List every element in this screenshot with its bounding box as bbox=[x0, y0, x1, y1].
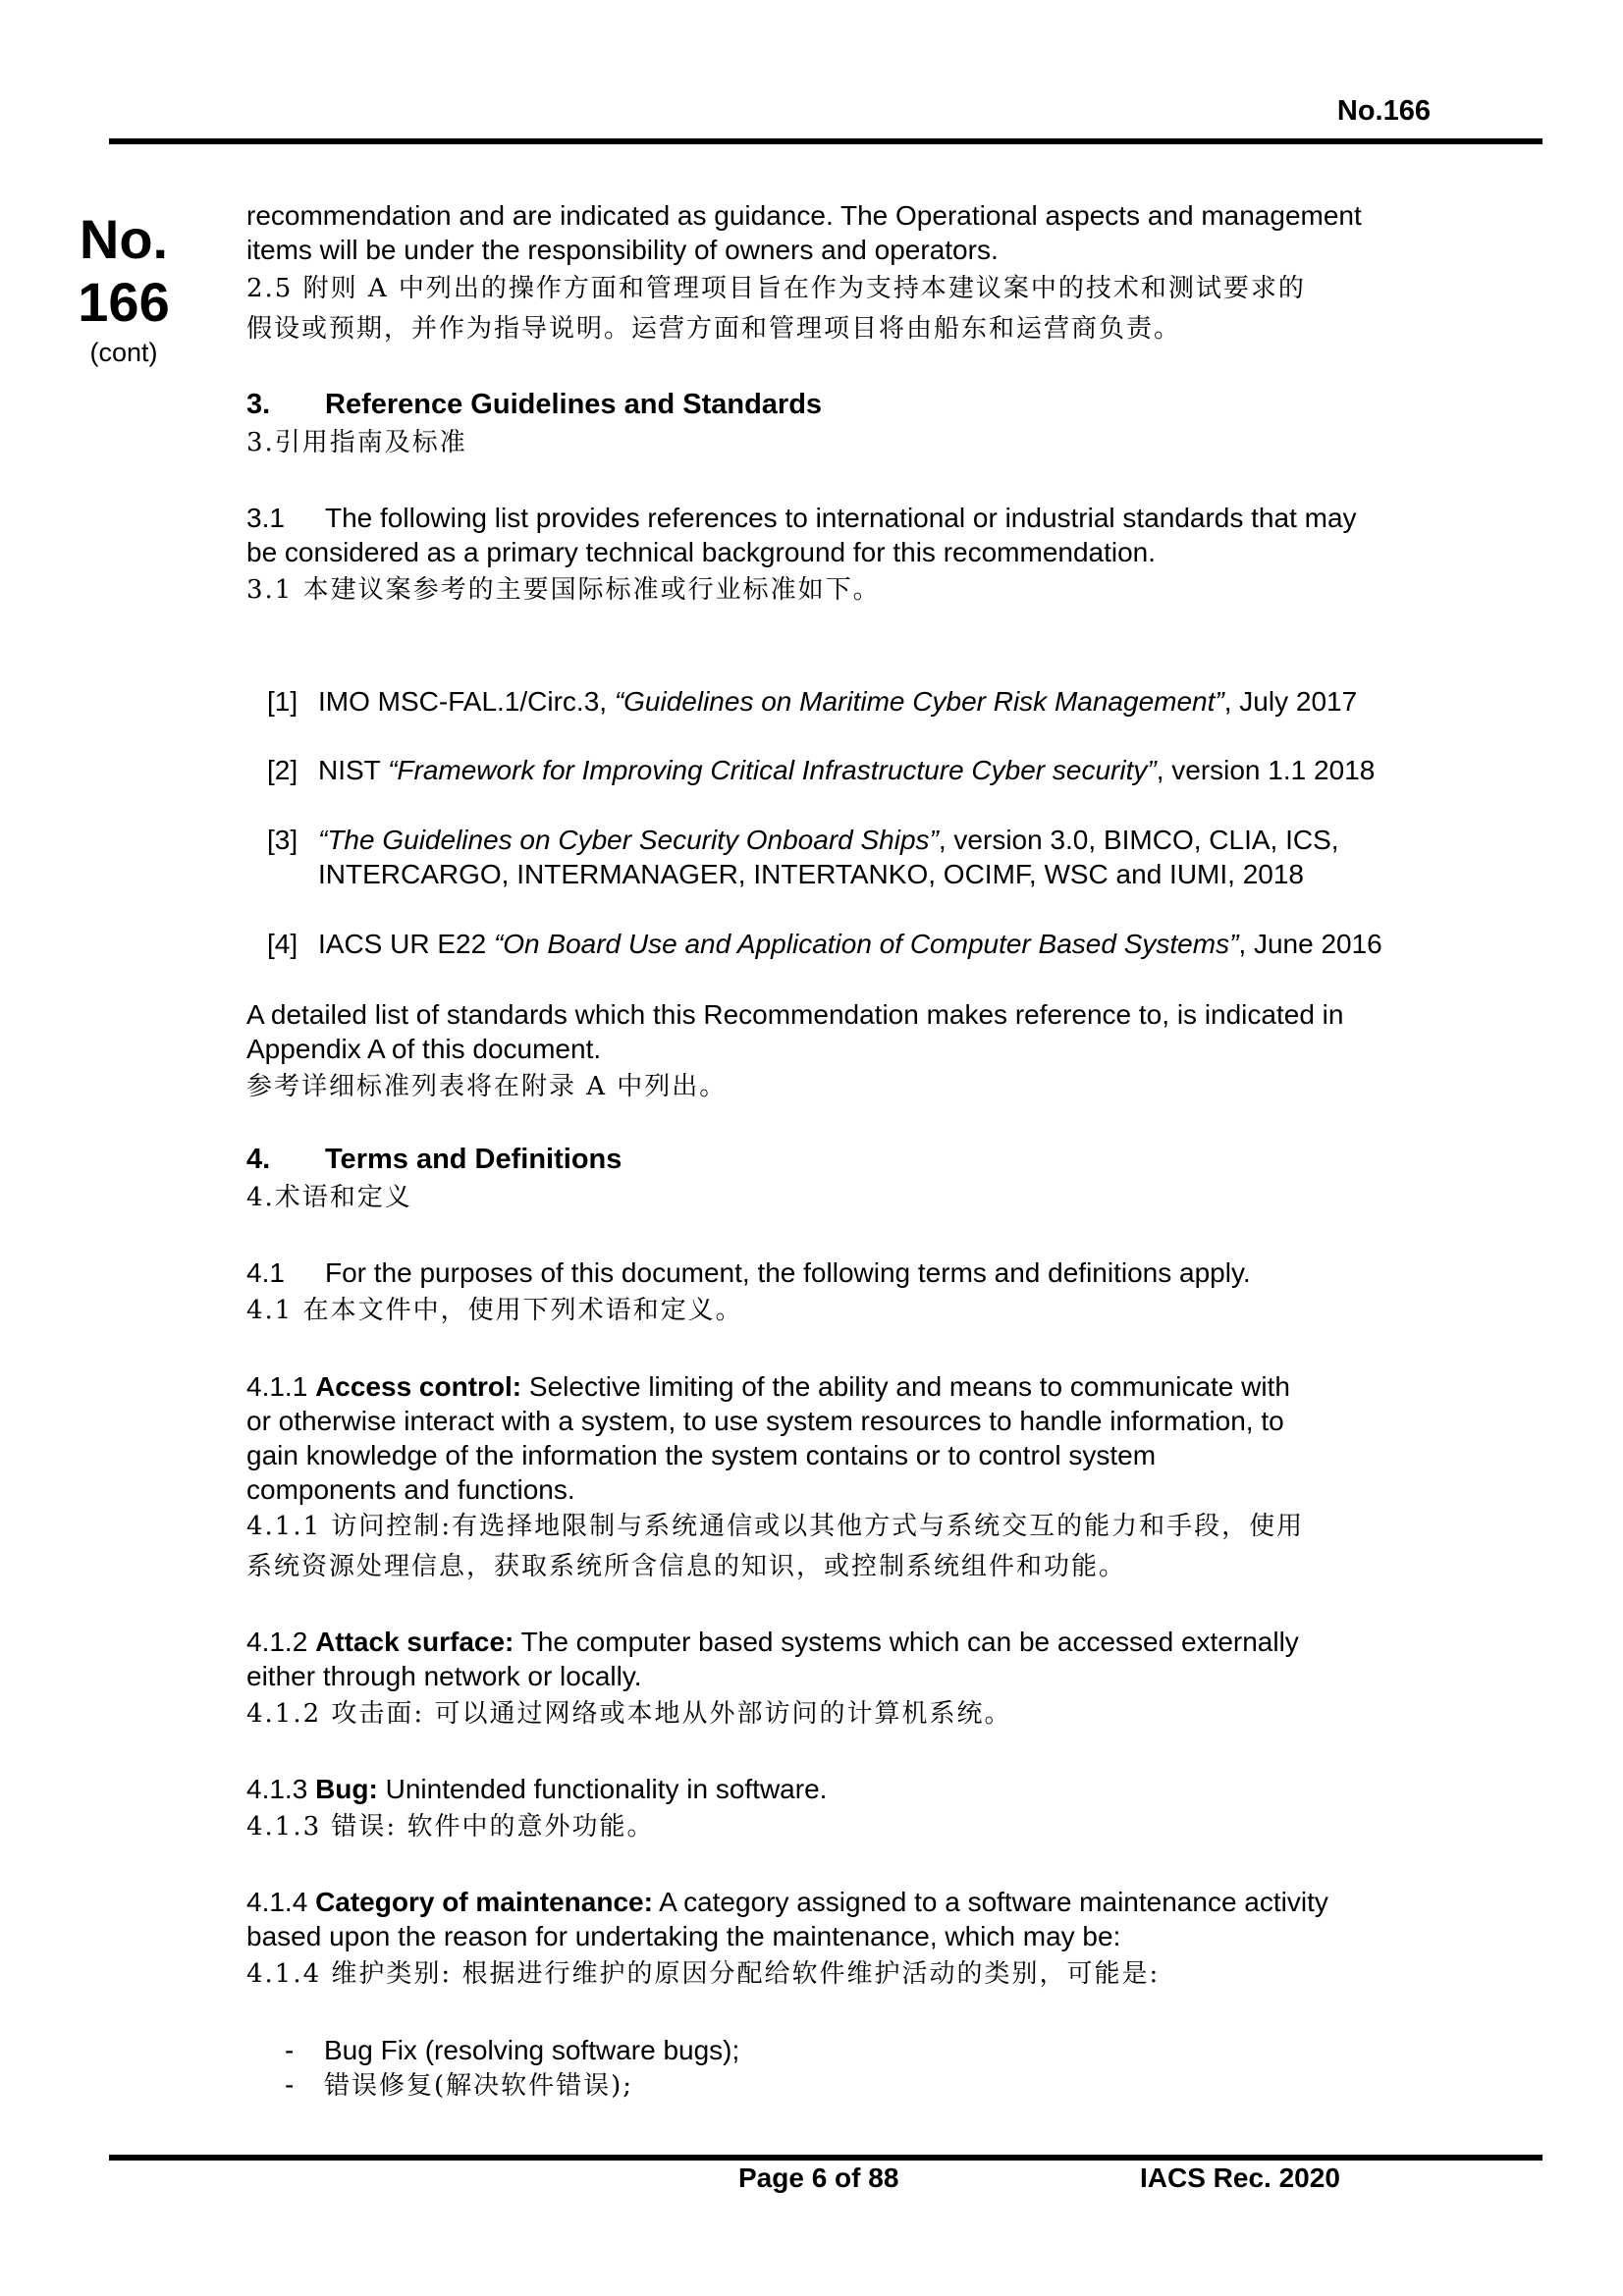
section-4-heading bbox=[246, 1143, 1493, 1177]
standards-note-zh: 参考详细标准列表将在附录 A 中列出。 bbox=[246, 1072, 728, 1101]
bullet-dash: - bbox=[285, 2069, 297, 2100]
standards-note-en-line-1: A detailed list of standards which this Recommendation makes reference to, is indicated in bbox=[246, 999, 1344, 1030]
definition-number: 4.1.4 bbox=[246, 1887, 316, 1917]
reference-number: [1] bbox=[267, 686, 298, 717]
definition-term: Bug: bbox=[315, 1774, 378, 1804]
definition-4-1-3-zh: 4.1.3 错误: 软件中的意外功能。 bbox=[246, 1812, 655, 1842]
intro-en-line-1: recommendation and are indicated as guidance. The Operational aspects and management bbox=[246, 200, 1362, 231]
list-item-text: 错误修复(解决软件错误); bbox=[324, 2071, 634, 2101]
reference-number: [4] bbox=[267, 929, 298, 959]
definition-number: 4.1.3 bbox=[246, 1774, 316, 1804]
reference-number: [2] bbox=[267, 755, 298, 785]
side-label-no: No. bbox=[79, 208, 169, 270]
reference-text-line-2: INTERCARGO, INTERMANAGER, INTERTANKO, OCIMF, WSC and IUMI, 2018 bbox=[318, 859, 1305, 889]
footer-rule bbox=[109, 2155, 1542, 2161]
section-3-heading bbox=[246, 388, 1493, 422]
reference-title: “On Board Use and Application of Computer Based Systems” bbox=[493, 929, 1239, 959]
definition-4-1-3-line-1: 4.1.3 Bug: Unintended functionality in software. bbox=[246, 1774, 828, 1804]
reference-item bbox=[267, 684, 1504, 719]
reference-text: “The Guidelines on Cyber Security Onboard Ships”, version 3.0, BIMCO, CLIA, ICS, bbox=[318, 825, 1339, 855]
definition-number: 4.1.1 bbox=[246, 1371, 316, 1402]
section-3-number: 3. bbox=[246, 389, 271, 420]
section-4-zh-title: 4.术语和定义 bbox=[246, 1183, 412, 1212]
definition-term: Access control: bbox=[315, 1371, 522, 1402]
definition-4-1-2-zh: 4.1.2 攻击面: 可以通过网络或本地从外部访问的计算机系统。 bbox=[246, 1699, 1012, 1729]
reference-text: IMO MSC-FAL.1/Circ.3, “Guidelines on Maritime Cyber Risk Management”, July 2017 bbox=[318, 686, 1358, 717]
section-3-title: Reference Guidelines and Standards bbox=[325, 389, 823, 420]
side-label-cont: (cont) bbox=[89, 338, 158, 367]
para-3-1-number: 3.1 bbox=[246, 503, 285, 533]
definition-4-1-4-zh: 4.1.4 维护类别: 根据进行维护的原因分配给软件维护活动的类别，可能是: bbox=[246, 1959, 1161, 1989]
definition-4-1-4-line-2: based upon the reason for undertaking the maintenance, which may be: bbox=[246, 1921, 1121, 1951]
page-number: Page 6 of 88 bbox=[738, 2163, 899, 2193]
reference-title: “Framework for Improving Critical Infrastructure Cyber security” bbox=[388, 755, 1157, 785]
reference-item bbox=[267, 753, 1504, 787]
para-3-1-en-line-2: be considered as a primary technical background for this recommendation. bbox=[246, 537, 1157, 567]
para-3-1-zh: 3.1 本建议案参考的主要国际标准或行业标准如下。 bbox=[246, 575, 881, 605]
reference-title: “Guidelines on Maritime Cyber Risk Management” bbox=[614, 686, 1224, 717]
para-4-1-number: 4.1 bbox=[246, 1257, 285, 1288]
document-code: No.166 bbox=[1336, 95, 1431, 127]
para-3-1-en-line-1 bbox=[246, 501, 1493, 535]
para-3-1-text: The following list provides references to international or industrial standards that may bbox=[325, 503, 1357, 533]
standards-note-en-line-2: Appendix A of this document. bbox=[246, 1034, 602, 1064]
para-4-1-text: For the purposes of this document, the following terms and definitions apply. bbox=[325, 1257, 1251, 1288]
definition-4-1-1-line-1: 4.1.1 Access control: Selective limiting of the ability and means to communicate with bbox=[246, 1371, 1290, 1402]
reference-text: IACS UR E22 “On Board Use and Application of Computer Based Systems”, June 2016 bbox=[318, 929, 1382, 959]
intro-zh-line-1: 2.5 附则 A 中列出的操作方面和管理项目旨在作为支持本建议案中的技术和测试要求的 bbox=[246, 274, 1306, 303]
bullet-dash: - bbox=[285, 2035, 295, 2065]
reference-text: NIST “Framework for Improving Critical Infrastructure Cyber security”, version 1.1 2018 bbox=[318, 755, 1376, 785]
section-3-zh-title: 3.引用指南及标准 bbox=[246, 428, 467, 457]
definition-4-1-4-line-1: 4.1.4 Category of maintenance: A category assigned to a software maintenance activity bbox=[246, 1887, 1328, 1917]
document-reference: IACS Rec. 2020 bbox=[1140, 2163, 1340, 2193]
list-item bbox=[285, 2067, 633, 2104]
section-4-title: Terms and Definitions bbox=[325, 1144, 622, 1175]
definition-term: Attack surface: bbox=[315, 1627, 514, 1657]
reference-item bbox=[267, 823, 1504, 891]
para-4-1-en bbox=[246, 1255, 1493, 1290]
definition-4-1-2-line-2: either through network or locally. bbox=[246, 1661, 642, 1691]
section-4-number: 4. bbox=[246, 1144, 271, 1175]
definition-term: Category of maintenance: bbox=[315, 1887, 653, 1917]
definition-4-1-1-zh-line-2: 系统资源处理信息，获取系统所含信息的知识，或控制系统组件和功能。 bbox=[246, 1552, 1127, 1581]
reference-item bbox=[267, 927, 1504, 961]
definition-4-1-1-line-4: components and functions. bbox=[246, 1474, 575, 1505]
definition-4-1-1-line-2: or otherwise interact with a system, to use system resources to handle information, to bbox=[246, 1406, 1284, 1436]
list-item-text: Bug Fix (resolving software bugs); bbox=[324, 2035, 740, 2065]
para-4-1-zh: 4.1 在本文件中，使用下列术语和定义。 bbox=[246, 1296, 743, 1325]
definition-4-1-1-zh-line-1: 4.1.1 访问控制:有选择地限制与系统通信或以其他方式与系统交互的能力和手段，使用 bbox=[246, 1512, 1305, 1541]
side-label-number: 166 bbox=[78, 271, 170, 333]
reference-title: “The Guidelines on Cyber Security Onboard Ships” bbox=[318, 825, 939, 855]
header-rule bbox=[109, 138, 1542, 144]
definition-4-1-1-line-3: gain knowledge of the information the system contains or to control system bbox=[246, 1440, 1157, 1470]
reference-number: [3] bbox=[267, 825, 298, 855]
definition-4-1-2-line-1: 4.1.2 Attack surface: The computer based systems which can be accessed externally bbox=[246, 1627, 1299, 1657]
intro-zh-line-2: 假设或预期，并作为指导说明。运营方面和管理项目将由船东和运营商负责。 bbox=[246, 314, 1182, 344]
list-item bbox=[285, 2033, 739, 2067]
definition-number: 4.1.2 bbox=[246, 1627, 316, 1657]
intro-en-line-2: items will be under the responsibility of owners and operators. bbox=[246, 235, 999, 265]
